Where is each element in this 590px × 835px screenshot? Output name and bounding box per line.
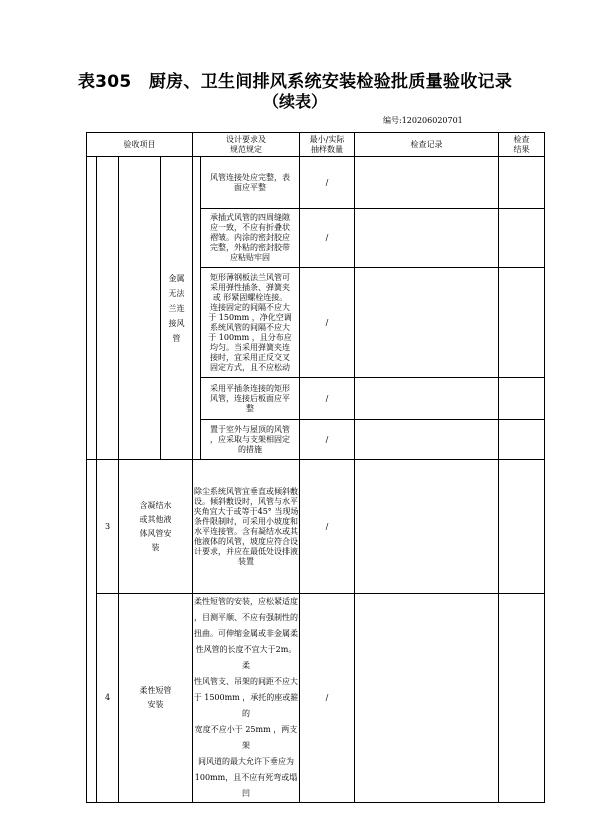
item-name: 含凝结水 或其他液 体风管安 装 xyxy=(119,460,193,594)
sample-cell: / xyxy=(300,378,355,420)
record-cell[interactable] xyxy=(355,268,499,378)
record-cell[interactable] xyxy=(355,420,499,460)
header-record: 检查记录 xyxy=(355,133,499,157)
result-cell[interactable] xyxy=(499,209,545,268)
header-sample: 最小/实际 抽样数量 xyxy=(300,133,355,157)
table-row xyxy=(87,157,545,209)
form-code: 编号:120206020701 xyxy=(383,116,463,125)
form-title: 表305 厨房、卫生间排风系统安装检验批质量验收记录 xyxy=(77,72,513,92)
item-number: 4 xyxy=(97,594,119,803)
sample-cell: / xyxy=(300,209,355,268)
sample-cell: / xyxy=(300,268,355,378)
header-result: 检查 结果 xyxy=(499,133,545,157)
group-spacer-cell xyxy=(193,157,201,460)
record-cell[interactable] xyxy=(355,378,499,420)
spec-cell: 风管连接处应完整，表 面应平整 xyxy=(201,157,300,209)
record-cell[interactable] xyxy=(355,594,499,803)
sample-cell: / xyxy=(300,594,355,803)
item-name: 柔性短管 安装 xyxy=(119,594,193,803)
result-cell[interactable] xyxy=(499,157,545,209)
sample-cell: / xyxy=(300,157,355,209)
spec-cell: 承插式风管的四周缝隙 应一致，不应有折叠状 褶皱。内涂的密封胶应 完整，外粘的密封胶带 应粘贴牢固 xyxy=(201,209,300,268)
item-number: 3 xyxy=(97,460,119,594)
table-row xyxy=(87,594,545,803)
result-cell[interactable] xyxy=(499,378,545,420)
spec-cell: 柔性短管的安装，应松紧适度 ，目测平顺、不应有强制性的 扭曲。可伸缩金属或非金属柔 性风管的长度不宜大于2m。柔 性风管支、吊架的间距不应大 于 1500mm ，承托的座或箍的 宽度不应小于 25mm ，两支架 间风道的最大允许下垂应为 100mm，且不应有死弯或塌凹 xyxy=(193,594,300,803)
record-cell[interactable] xyxy=(355,157,499,209)
row-item-cell xyxy=(97,157,119,460)
sample-cell: / xyxy=(300,460,355,594)
header-design: 设计要求及 规范规定 xyxy=(193,133,300,157)
spec-cell: 矩形薄钢板法兰风管可 采用弹性插条、弹簧夹 或 形紧固螺栓连接。 连接固定的间隔不应大 于 150mm ，净化空调 系统风管的间隔不应大 于 100mm ，且分布应 均匀。当采用弹簧夹连 接时，宜采用正反交叉 固定方式，且不应松动 xyxy=(201,268,300,378)
record-cell[interactable] xyxy=(355,209,499,268)
spec-cell: 置于室外与屋顶的风管 ，应采取与支架相固定 的措施 xyxy=(201,420,300,460)
inspection-table xyxy=(86,132,545,803)
result-cell[interactable] xyxy=(499,420,545,460)
row-subitem-cell xyxy=(119,157,161,460)
row-margin-cell xyxy=(87,460,97,803)
record-cell[interactable] xyxy=(355,460,499,594)
form-subtitle: （续表） xyxy=(262,92,327,111)
result-cell[interactable] xyxy=(499,460,545,594)
result-cell[interactable] xyxy=(499,594,545,803)
group-label: 金属 无法 兰连 接风 管 xyxy=(161,157,193,460)
sample-cell: / xyxy=(300,420,355,460)
spec-cell: 除尘系统风管宜垂直或倾斜敷 设。倾斜敷设时，风管与水平 夹角宜大于或等于45° 当现场 条件限制时，可采用小坡度和 水平连接管。含有凝结水或其 他液体的风管，坡度应符合设 计要求，并应在最低处设排液 装置 xyxy=(193,460,300,594)
result-cell[interactable] xyxy=(499,268,545,378)
spec-cell: 采用平插条连接的矩形 风管，连接后板面应平 整 xyxy=(201,378,300,420)
row-no-cell xyxy=(87,157,97,460)
table-row xyxy=(87,460,545,594)
header-item: 验收项目 xyxy=(87,133,193,157)
header-row xyxy=(87,133,545,157)
